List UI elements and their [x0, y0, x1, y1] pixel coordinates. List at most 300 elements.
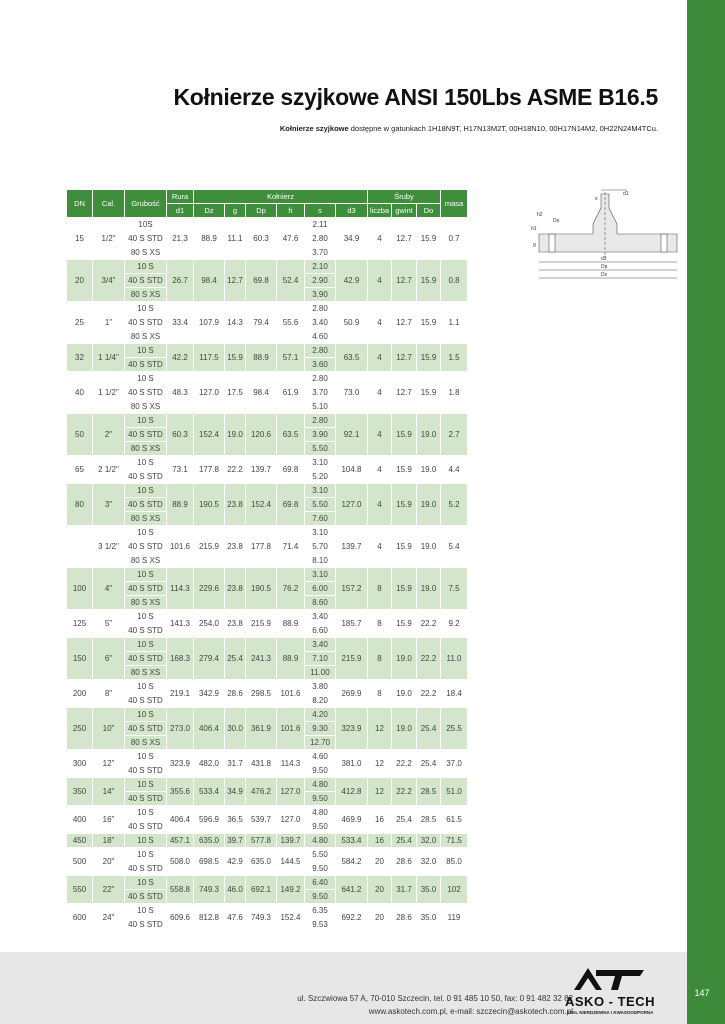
cell-masa: 119	[441, 904, 468, 932]
cell-do: 19.0	[417, 526, 441, 568]
cell-d3: 50.9	[336, 302, 368, 344]
cell-grubosc: 40 S STD	[125, 274, 167, 288]
cell-g: 11.1	[225, 218, 246, 260]
table-row	[67, 568, 468, 582]
cell-s: 5.50	[305, 442, 336, 456]
cell-s: 3.60	[305, 358, 336, 372]
cell-dz: 152.4	[194, 414, 225, 456]
cell-g: 23.8	[225, 568, 246, 610]
cell-masa: 71.5	[441, 834, 468, 848]
cell-grubosc: 10 S	[125, 302, 167, 316]
cell-s: 6.40	[305, 876, 336, 890]
cell-grubosc: 10 S	[125, 834, 167, 848]
cell-cal: 20"	[93, 848, 125, 876]
cell-d1: 457.1	[167, 834, 194, 848]
cell-grubosc: 80 S XS	[125, 246, 167, 260]
cell-do: 15.9	[417, 344, 441, 372]
cell-dn: 350	[67, 778, 93, 806]
cell-s: 6.00	[305, 582, 336, 596]
cell-grubosc: 10 S	[125, 750, 167, 764]
cell-masa: 9.2	[441, 610, 468, 638]
cell-d3: 381.0	[336, 750, 368, 778]
cell-grubosc: 40 S STD	[125, 862, 167, 876]
cell-d3: 34.9	[336, 218, 368, 260]
cell-dz: 635.0	[194, 834, 225, 848]
cell-liczba: 20	[368, 904, 392, 932]
cell-masa: 7.5	[441, 568, 468, 610]
cell-dp: 60.3	[246, 218, 277, 260]
cell-g: 14.3	[225, 302, 246, 344]
cell-grubosc: 10 S	[125, 638, 167, 652]
cell-g: 28.6	[225, 680, 246, 708]
cell-gwint: 22.2	[392, 778, 417, 806]
cell-s: 2.11	[305, 218, 336, 232]
cell-dn: 250	[67, 708, 93, 750]
header-s: s	[305, 204, 336, 218]
cell-s: 9.53	[305, 918, 336, 932]
cell-h: 127.0	[277, 806, 305, 834]
cell-g: 19.0	[225, 414, 246, 456]
cell-d3: 269.9	[336, 680, 368, 708]
header-liczba: liczba	[368, 204, 392, 218]
cell-dp: 241.3	[246, 638, 277, 680]
cell-s: 8.20	[305, 694, 336, 708]
cell-s: 4.20	[305, 708, 336, 722]
cell-dp: 69.8	[246, 260, 277, 302]
cell-dn: 150	[67, 638, 93, 680]
cell-liczba: 12	[368, 778, 392, 806]
cell-liczba: 16	[368, 834, 392, 848]
table-row-group	[67, 218, 468, 260]
diagram-label-s: s	[595, 196, 598, 202]
cell-g: 23.8	[225, 484, 246, 526]
diagram-label-h1: h1	[531, 226, 537, 232]
table-row-group	[67, 260, 468, 302]
cell-g: 12.7	[225, 260, 246, 302]
cell-dz: 117.5	[194, 344, 225, 372]
cell-do: 22.2	[417, 610, 441, 638]
cell-grubosc: 10 S	[125, 904, 167, 918]
cell-s: 9.50	[305, 890, 336, 904]
cell-g: 22.2	[225, 456, 246, 484]
cell-dz: 190.5	[194, 484, 225, 526]
cell-dp: 79.4	[246, 302, 277, 344]
cell-s: 7.60	[305, 512, 336, 526]
cell-dp: 98.4	[246, 372, 277, 414]
cell-cal: 2 1/2"	[93, 456, 125, 484]
cell-grubosc: 40 S STD	[125, 764, 167, 778]
diagram-label-do: Do	[553, 218, 560, 224]
cell-gwint: 15.9	[392, 456, 417, 484]
table-row	[67, 344, 468, 358]
header-dz: Dz	[194, 204, 225, 218]
table-header	[67, 190, 468, 218]
cell-cal: 1"	[93, 302, 125, 344]
cell-grubosc: 10 S	[125, 778, 167, 792]
cell-s: 3.70	[305, 386, 336, 400]
cell-s: 4.80	[305, 806, 336, 820]
cell-dp: 152.4	[246, 484, 277, 526]
cell-dp: 215.9	[246, 610, 277, 638]
table-row	[67, 778, 468, 792]
cell-h: 57.1	[277, 344, 305, 372]
table-row-group	[67, 456, 468, 484]
cell-dn: 65	[67, 456, 93, 484]
cell-grubosc: 40 S STD	[125, 722, 167, 736]
table-row-group	[67, 302, 468, 344]
cell-d3: 63.5	[336, 344, 368, 372]
cell-dn: 450	[67, 834, 93, 848]
cell-h: 127.0	[277, 778, 305, 806]
cell-dn: 550	[67, 876, 93, 904]
cell-d1: 609.6	[167, 904, 194, 932]
cell-g: 15.9	[225, 344, 246, 372]
cell-liczba: 4	[368, 372, 392, 414]
cell-d3: 127.0	[336, 484, 368, 526]
cell-grubosc: 40 S STD	[125, 358, 167, 372]
cell-h: 69.8	[277, 456, 305, 484]
cell-gwint: 28.6	[392, 848, 417, 876]
cell-masa: 25.5	[441, 708, 468, 750]
cell-masa: 61.5	[441, 806, 468, 834]
cell-dn	[67, 526, 93, 568]
cell-g: 39.7	[225, 834, 246, 848]
cell-dn: 50	[67, 414, 93, 456]
cell-dp: 431.8	[246, 750, 277, 778]
table-row-group	[67, 526, 468, 568]
cell-cal: 2"	[93, 414, 125, 456]
cell-s: 8.60	[305, 596, 336, 610]
cell-d1: 273.0	[167, 708, 194, 750]
cell-masa: 1.8	[441, 372, 468, 414]
cell-h: 52.4	[277, 260, 305, 302]
table-row	[67, 302, 468, 316]
cell-liczba: 4	[368, 302, 392, 344]
cell-grubosc: 40 S STD	[125, 470, 167, 484]
cell-s: 2.80	[305, 232, 336, 246]
cell-grubosc: 10 S	[125, 344, 167, 358]
cell-do: 22.2	[417, 638, 441, 680]
cell-g: 36.5	[225, 806, 246, 834]
cell-cal: 3/4"	[93, 260, 125, 302]
cell-grubosc: 40 S STD	[125, 540, 167, 554]
cell-dz: 279.4	[194, 638, 225, 680]
cell-dn: 40	[67, 372, 93, 414]
cell-h: 101.6	[277, 680, 305, 708]
cell-d3: 215.9	[336, 638, 368, 680]
cell-s: 5.70	[305, 540, 336, 554]
cell-h: 139.7	[277, 834, 305, 848]
table-row	[67, 876, 468, 890]
cell-grubosc: 40 S STD	[125, 652, 167, 666]
cell-dn: 15	[67, 218, 93, 260]
table-row	[67, 414, 468, 428]
cell-dz: 177.8	[194, 456, 225, 484]
table-row-group	[67, 834, 468, 848]
cell-do: 19.0	[417, 484, 441, 526]
cell-dz: 98.4	[194, 260, 225, 302]
cell-cal: 8"	[93, 680, 125, 708]
cell-dp: 298.5	[246, 680, 277, 708]
cell-d1: 101.6	[167, 526, 194, 568]
cell-do: 15.9	[417, 302, 441, 344]
cell-grubosc: 10 S	[125, 526, 167, 540]
cell-s: 2.10	[305, 260, 336, 274]
cell-dz: 229.6	[194, 568, 225, 610]
diagram-label-d3: d3	[601, 256, 607, 262]
cell-masa: 102	[441, 876, 468, 904]
cell-liczba: 20	[368, 876, 392, 904]
cell-do: 25.4	[417, 708, 441, 750]
table-row-group	[67, 372, 468, 414]
cell-s: 3.90	[305, 288, 336, 302]
cell-g: 23.8	[225, 526, 246, 568]
cell-cal: 18"	[93, 834, 125, 848]
cell-g: 47.6	[225, 904, 246, 932]
cell-dn: 200	[67, 680, 93, 708]
cell-liczba: 4	[368, 344, 392, 372]
table-row-group	[67, 344, 468, 372]
cell-s: 5.10	[305, 400, 336, 414]
cell-d3: 92.1	[336, 414, 368, 456]
cell-gwint: 15.9	[392, 568, 417, 610]
cell-grubosc: 40 S STD	[125, 232, 167, 246]
cell-s: 5.50	[305, 848, 336, 862]
table-row	[67, 526, 468, 540]
header-masa: masa	[441, 190, 468, 218]
cell-d3: 73.0	[336, 372, 368, 414]
cell-dp: 476.2	[246, 778, 277, 806]
cell-d1: 355.6	[167, 778, 194, 806]
cell-gwint: 25.4	[392, 806, 417, 834]
cell-s: 9.50	[305, 862, 336, 876]
cell-d1: 114.3	[167, 568, 194, 610]
cell-cal: 3 1/2"	[93, 526, 125, 568]
diagram-label-dp: Dp	[601, 264, 608, 270]
cell-liczba: 8	[368, 610, 392, 638]
cell-cal: 14"	[93, 778, 125, 806]
cell-s: 6.60	[305, 624, 336, 638]
cell-liczba: 4	[368, 414, 392, 456]
cell-cal: 4"	[93, 568, 125, 610]
cell-g: 23.8	[225, 610, 246, 638]
cell-d3: 584.2	[336, 848, 368, 876]
diagram-label-g: g	[533, 242, 536, 248]
header-g: g	[225, 204, 246, 218]
cell-dn: 400	[67, 806, 93, 834]
cell-s: 5.50	[305, 498, 336, 512]
cell-do: 15.9	[417, 372, 441, 414]
cell-h: 61.9	[277, 372, 305, 414]
table-row	[67, 750, 468, 764]
cell-dz: 482.0	[194, 750, 225, 778]
cell-dn: 125	[67, 610, 93, 638]
cell-liczba: 4	[368, 218, 392, 260]
cell-dn: 20	[67, 260, 93, 302]
cell-s: 9.30	[305, 722, 336, 736]
cell-d3: 412.8	[336, 778, 368, 806]
cell-d1: 21.3	[167, 218, 194, 260]
cell-s: 3.10	[305, 456, 336, 470]
header-d3: d3	[336, 204, 368, 218]
cell-d1: 88.9	[167, 484, 194, 526]
cell-liczba: 4	[368, 260, 392, 302]
cell-d1: 219.1	[167, 680, 194, 708]
cell-grubosc: 10 S	[125, 610, 167, 624]
table-row	[67, 708, 468, 722]
diagram-label-h2: h2	[537, 212, 543, 218]
cell-dp: 749.3	[246, 904, 277, 932]
cell-liczba: 8	[368, 680, 392, 708]
footer-address-block	[297, 992, 573, 1018]
table-row	[67, 610, 468, 624]
table-row	[67, 834, 468, 848]
cell-s: 7.10	[305, 652, 336, 666]
cell-grubosc: 40 S STD	[125, 820, 167, 834]
cell-liczba: 8	[368, 568, 392, 610]
cell-grubosc: 40 S STD	[125, 582, 167, 596]
cell-grubosc: 10 S	[125, 484, 167, 498]
table-row	[67, 638, 468, 652]
cell-s: 2.90	[305, 274, 336, 288]
cell-cal: 5"	[93, 610, 125, 638]
cell-do: 32.0	[417, 834, 441, 848]
cell-cal: 10"	[93, 708, 125, 750]
cell-dz: 215.9	[194, 526, 225, 568]
cell-dz: 533.4	[194, 778, 225, 806]
cell-h: 47.6	[277, 218, 305, 260]
cell-d1: 48.3	[167, 372, 194, 414]
page-subtitle	[60, 124, 658, 133]
cell-dz: 88.9	[194, 218, 225, 260]
header-kolnierz: Kołnierz	[194, 190, 368, 204]
cell-do: 32.0	[417, 848, 441, 876]
cell-dz: 107.9	[194, 302, 225, 344]
cell-cal: 1/2"	[93, 218, 125, 260]
cell-dz: 254.0	[194, 610, 225, 638]
cell-do: 28.5	[417, 806, 441, 834]
cell-d1: 26.7	[167, 260, 194, 302]
page-title: Kołnierze szyjkowe ANSI 150Lbs ASME B16.5	[173, 84, 658, 110]
table-row-group	[67, 414, 468, 456]
cell-h: 55.6	[277, 302, 305, 344]
cell-dp: 120.6	[246, 414, 277, 456]
side-accent-bar	[687, 0, 725, 1024]
cell-h: 149.2	[277, 876, 305, 904]
cell-grubosc: 80 S XS	[125, 596, 167, 610]
cell-liczba: 8	[368, 638, 392, 680]
table-row-group	[67, 568, 468, 610]
cell-g: 17.5	[225, 372, 246, 414]
table-row	[67, 806, 468, 820]
cell-d1: 60.3	[167, 414, 194, 456]
cell-grubosc: 40 S STD	[125, 890, 167, 904]
cell-grubosc: 40 S STD	[125, 498, 167, 512]
cell-cal: 1 1/2"	[93, 372, 125, 414]
cell-s: 9.50	[305, 764, 336, 778]
cell-gwint: 12.7	[392, 372, 417, 414]
cell-do: 15.9	[417, 218, 441, 260]
flange-diagram	[533, 188, 683, 284]
cell-gwint: 15.9	[392, 414, 417, 456]
cell-s: 3.70	[305, 246, 336, 260]
cell-masa: 11.0	[441, 638, 468, 680]
cell-dn: 100	[67, 568, 93, 610]
cell-s: 6.35	[305, 904, 336, 918]
cell-do: 25.4	[417, 750, 441, 778]
table-row	[67, 680, 468, 694]
cell-liczba: 4	[368, 484, 392, 526]
cell-d1: 323.9	[167, 750, 194, 778]
cell-dz: 342.9	[194, 680, 225, 708]
cell-gwint: 12.7	[392, 260, 417, 302]
cell-d3: 323.9	[336, 708, 368, 750]
table-row	[67, 484, 468, 498]
cell-grubosc: 10 S	[125, 708, 167, 722]
cell-s: 12.70	[305, 736, 336, 750]
cell-do: 19.0	[417, 568, 441, 610]
table-row-group	[67, 610, 468, 638]
header-h: h	[277, 204, 305, 218]
cell-d3: 533.4	[336, 834, 368, 848]
header-rura: Rura	[167, 190, 194, 204]
cell-dp: 539.7	[246, 806, 277, 834]
cell-d3: 157.2	[336, 568, 368, 610]
cell-s: 9.50	[305, 820, 336, 834]
header-dn: DN	[67, 190, 93, 218]
cell-masa: 5.2	[441, 484, 468, 526]
cell-s: 3.10	[305, 484, 336, 498]
header-sruby: Śruby	[368, 190, 441, 204]
table-row	[67, 904, 468, 918]
cell-do: 35.0	[417, 904, 441, 932]
cell-s: 3.90	[305, 428, 336, 442]
cell-grubosc: 10 S	[125, 456, 167, 470]
cell-do: 19.0	[417, 414, 441, 456]
cell-dp: 361.9	[246, 708, 277, 750]
cell-s: 4.60	[305, 330, 336, 344]
cell-cal: 1 1/4"	[93, 344, 125, 372]
cell-liczba: 4	[368, 526, 392, 568]
cell-dp: 577.8	[246, 834, 277, 848]
diagram-label-d1: d1	[623, 191, 629, 197]
cell-h: 88.9	[277, 638, 305, 680]
cell-d1: 33.4	[167, 302, 194, 344]
cell-h: 152.4	[277, 904, 305, 932]
cell-do: 28.5	[417, 778, 441, 806]
cell-grubosc: 10 S	[125, 414, 167, 428]
subtitle-bold: Kołnierze szyjkowe	[279, 124, 349, 133]
cell-masa: 85.0	[441, 848, 468, 876]
cell-grubosc: 40 S STD	[125, 918, 167, 932]
table-row-group	[67, 848, 468, 876]
cell-do: 22.2	[417, 680, 441, 708]
cell-gwint: 19.0	[392, 708, 417, 750]
cell-h: 101.6	[277, 708, 305, 750]
cell-liczba: 12	[368, 750, 392, 778]
cell-grubosc: 10 S	[125, 372, 167, 386]
cell-g: 42.9	[225, 848, 246, 876]
cell-grubosc: 80 S XS	[125, 736, 167, 750]
cell-cal: 3"	[93, 484, 125, 526]
table-row-group	[67, 484, 468, 526]
cell-s: 3.10	[305, 568, 336, 582]
cell-s: 9.50	[305, 792, 336, 806]
cell-dz: 698.5	[194, 848, 225, 876]
cell-liczba: 16	[368, 806, 392, 834]
cell-d3: 139.7	[336, 526, 368, 568]
cell-d1: 42.2	[167, 344, 194, 372]
